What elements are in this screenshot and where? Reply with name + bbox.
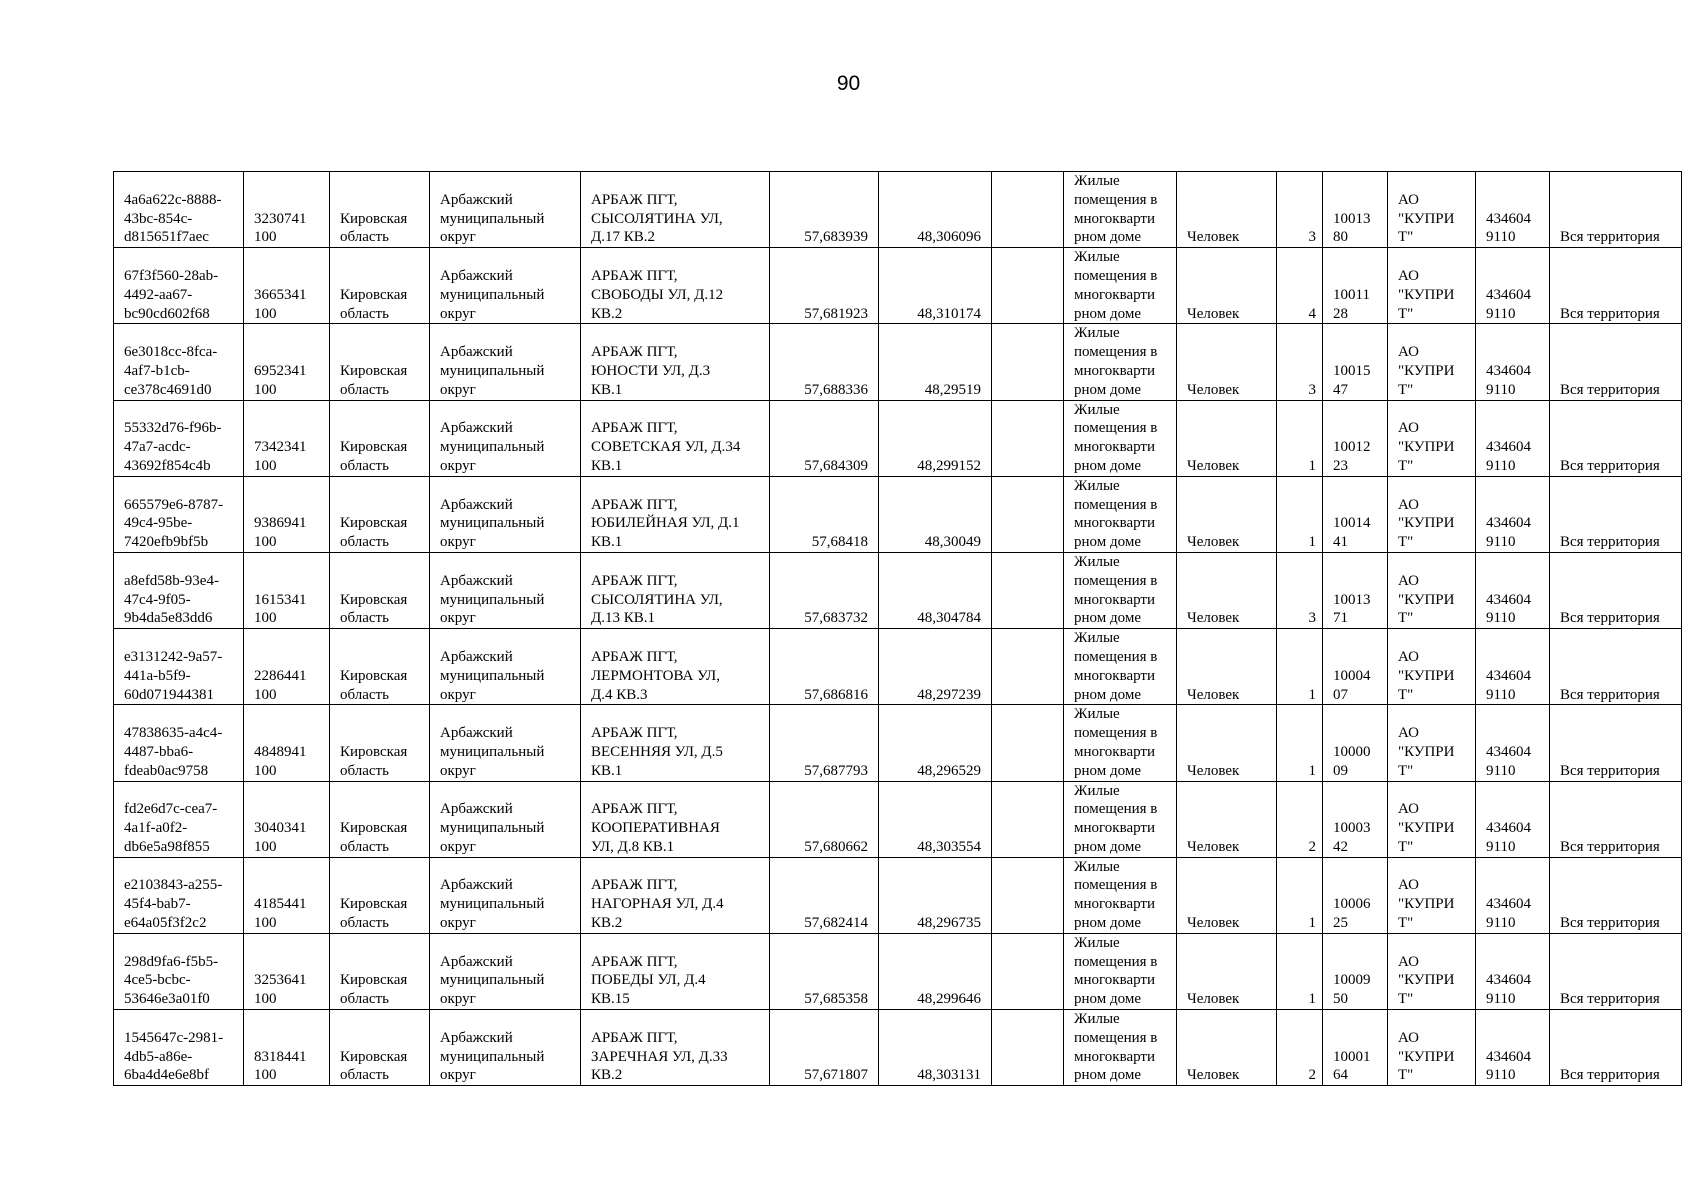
latitude-cell: 57,686816 [770,629,879,705]
count-cell: 3 [1277,324,1323,400]
unit-cell: Человек [1177,476,1277,552]
empty-cell [992,400,1064,476]
inn-cell: 434604 9110 [1476,400,1550,476]
object-id-cell: e3131242-9a57- 441a-b5f9- 60d071944381 [114,629,244,705]
count-cell: 1 [1277,705,1323,781]
longitude-cell: 48,303131 [879,1010,992,1086]
unit-cell: Человек [1177,857,1277,933]
premises-type-cell: Жилые помещения в многокварти рном доме [1064,857,1177,933]
oktmo-code-cell: 4848941 100 [244,705,330,781]
district-cell: Арбажский муниципальный округ [430,933,581,1009]
count-cell: 4 [1277,248,1323,324]
organization-cell: АО "КУПРИ Т" [1388,172,1476,248]
premises-type-cell: Жилые помещения в многокварти рном доме [1064,781,1177,857]
region-cell: Кировская область [330,324,430,400]
territory-cell: Вся территория [1550,552,1682,628]
object-id-cell: 4a6a622c-8888- 43bc-854c- d815651f7aec [114,172,244,248]
table-row [114,629,1682,705]
region-cell: Кировская область [330,476,430,552]
registry-table [113,171,1682,1086]
object-id-cell: 665579e6-8787- 49c4-95be- 7420efb9bf5b [114,476,244,552]
oktmo-code-cell: 6952341 100 [244,324,330,400]
table-row [114,476,1682,552]
oktmo-code-cell: 3230741 100 [244,172,330,248]
address-cell: АРБАЖ ПГТ, СВОБОДЫ УЛ, Д.12 КВ.2 [581,248,770,324]
organization-cell: АО "КУПРИ Т" [1388,476,1476,552]
inn-cell: 434604 9110 [1476,172,1550,248]
region-cell: Кировская область [330,705,430,781]
empty-cell [992,248,1064,324]
empty-cell [992,857,1064,933]
inn-cell: 434604 9110 [1476,933,1550,1009]
premises-type-cell: Жилые помещения в многокварти рном доме [1064,248,1177,324]
inn-cell: 434604 9110 [1476,476,1550,552]
inn-cell: 434604 9110 [1476,781,1550,857]
empty-cell [992,552,1064,628]
unit-cell: Человек [1177,1010,1277,1086]
organization-cell: АО "КУПРИ Т" [1388,629,1476,705]
district-cell: Арбажский муниципальный округ [430,705,581,781]
number-cell: 10013 71 [1323,552,1388,628]
empty-cell [992,705,1064,781]
premises-type-cell: Жилые помещения в многокварти рном доме [1064,629,1177,705]
inn-cell: 434604 9110 [1476,552,1550,628]
unit-cell: Человек [1177,324,1277,400]
address-cell: АРБАЖ ПГТ, ПОБЕДЫ УЛ, Д.4 КВ.15 [581,933,770,1009]
region-cell: Кировская область [330,552,430,628]
latitude-cell: 57,688336 [770,324,879,400]
empty-cell [992,324,1064,400]
number-cell: 10003 42 [1323,781,1388,857]
address-cell: АРБАЖ ПГТ, КООПЕРАТИВНАЯ УЛ, Д.8 КВ.1 [581,781,770,857]
premises-type-cell: Жилые помещения в многокварти рном доме [1064,1010,1177,1086]
table-row [114,324,1682,400]
count-cell: 3 [1277,552,1323,628]
district-cell: Арбажский муниципальный округ [430,552,581,628]
unit-cell: Человек [1177,629,1277,705]
oktmo-code-cell: 3253641 100 [244,933,330,1009]
organization-cell: АО "КУПРИ Т" [1388,1010,1476,1086]
latitude-cell: 57,683732 [770,552,879,628]
premises-type-cell: Жилые помещения в многокварти рном доме [1064,324,1177,400]
object-id-cell: e2103843-a255- 45f4-bab7- e64a05f3f2c2 [114,857,244,933]
premises-type-cell: Жилые помещения в многокварти рном доме [1064,705,1177,781]
count-cell: 2 [1277,1010,1323,1086]
longitude-cell: 48,30049 [879,476,992,552]
region-cell: Кировская область [330,1010,430,1086]
longitude-cell: 48,297239 [879,629,992,705]
district-cell: Арбажский муниципальный округ [430,172,581,248]
inn-cell: 434604 9110 [1476,629,1550,705]
territory-cell: Вся территория [1550,324,1682,400]
region-cell: Кировская область [330,400,430,476]
empty-cell [992,781,1064,857]
empty-cell [992,933,1064,1009]
table-row [114,400,1682,476]
address-cell: АРБАЖ ПГТ, ВЕСЕННЯЯ УЛ, Д.5 КВ.1 [581,705,770,781]
oktmo-code-cell: 4185441 100 [244,857,330,933]
territory-cell: Вся территория [1550,933,1682,1009]
table-row [114,172,1682,248]
latitude-cell: 57,68418 [770,476,879,552]
longitude-cell: 48,296735 [879,857,992,933]
inn-cell: 434604 9110 [1476,1010,1550,1086]
oktmo-code-cell: 1615341 100 [244,552,330,628]
empty-cell [992,476,1064,552]
address-cell: АРБАЖ ПГТ, СОВЕТСКАЯ УЛ, Д.34 КВ.1 [581,400,770,476]
address-cell: АРБАЖ ПГТ, ЗАРЕЧНАЯ УЛ, Д.33 КВ.2 [581,1010,770,1086]
object-id-cell: fd2e6d7c-cea7- 4a1f-a0f2- db6e5a98f855 [114,781,244,857]
latitude-cell: 57,671807 [770,1010,879,1086]
district-cell: Арбажский муниципальный округ [430,1010,581,1086]
premises-type-cell: Жилые помещения в многокварти рном доме [1064,400,1177,476]
inn-cell: 434604 9110 [1476,857,1550,933]
unit-cell: Человек [1177,552,1277,628]
territory-cell: Вся территория [1550,1010,1682,1086]
premises-type-cell: Жилые помещения в многокварти рном доме [1064,476,1177,552]
territory-cell: Вся территория [1550,705,1682,781]
table-row [114,705,1682,781]
district-cell: Арбажский муниципальный округ [430,857,581,933]
organization-cell: АО "КУПРИ Т" [1388,933,1476,1009]
region-cell: Кировская область [330,781,430,857]
table-row [114,1010,1682,1086]
inn-cell: 434604 9110 [1476,248,1550,324]
number-cell: 10015 47 [1323,324,1388,400]
territory-cell: Вся территория [1550,248,1682,324]
number-cell: 10012 23 [1323,400,1388,476]
longitude-cell: 48,304784 [879,552,992,628]
unit-cell: Человек [1177,781,1277,857]
region-cell: Кировская область [330,933,430,1009]
longitude-cell: 48,299152 [879,400,992,476]
count-cell: 1 [1277,476,1323,552]
longitude-cell: 48,296529 [879,705,992,781]
territory-cell: Вся территория [1550,476,1682,552]
count-cell: 1 [1277,857,1323,933]
oktmo-code-cell: 3040341 100 [244,781,330,857]
object-id-cell: 67f3f560-28ab- 4492-aa67- bc90cd602f68 [114,248,244,324]
object-id-cell: 1545647c-2981- 4db5-a86e- 6ba4d4e6e8bf [114,1010,244,1086]
unit-cell: Человек [1177,933,1277,1009]
address-cell: АРБАЖ ПГТ, НАГОРНАЯ УЛ, Д.4 КВ.2 [581,857,770,933]
address-cell: АРБАЖ ПГТ, СЫСОЛЯТИНА УЛ, Д.13 КВ.1 [581,552,770,628]
latitude-cell: 57,680662 [770,781,879,857]
count-cell: 1 [1277,400,1323,476]
latitude-cell: 57,685358 [770,933,879,1009]
premises-type-cell: Жилые помещения в многокварти рном доме [1064,933,1177,1009]
count-cell: 1 [1277,933,1323,1009]
count-cell: 3 [1277,172,1323,248]
latitude-cell: 57,684309 [770,400,879,476]
organization-cell: АО "КУПРИ Т" [1388,705,1476,781]
territory-cell: Вся территория [1550,781,1682,857]
table-row [114,552,1682,628]
object-id-cell: a8efd58b-93e4- 47c4-9f05- 9b4da5e83dd6 [114,552,244,628]
organization-cell: АО "КУПРИ Т" [1388,781,1476,857]
number-cell: 10009 50 [1323,933,1388,1009]
premises-type-cell: Жилые помещения в многокварти рном доме [1064,172,1177,248]
inn-cell: 434604 9110 [1476,705,1550,781]
oktmo-code-cell: 8318441 100 [244,1010,330,1086]
table-row [114,248,1682,324]
oktmo-code-cell: 9386941 100 [244,476,330,552]
district-cell: Арбажский муниципальный округ [430,629,581,705]
number-cell: 10000 09 [1323,705,1388,781]
region-cell: Кировская область [330,248,430,324]
district-cell: Арбажский муниципальный округ [430,324,581,400]
longitude-cell: 48,303554 [879,781,992,857]
empty-cell [992,172,1064,248]
longitude-cell: 48,299646 [879,933,992,1009]
longitude-cell: 48,310174 [879,248,992,324]
unit-cell: Человек [1177,248,1277,324]
address-cell: АРБАЖ ПГТ, ЮБИЛЕЙНАЯ УЛ, Д.1 КВ.1 [581,476,770,552]
number-cell: 10006 25 [1323,857,1388,933]
unit-cell: Человек [1177,705,1277,781]
number-cell: 10004 07 [1323,629,1388,705]
oktmo-code-cell: 7342341 100 [244,400,330,476]
object-id-cell: 55332d76-f96b- 47a7-acdc- 43692f854c4b [114,400,244,476]
district-cell: Арбажский муниципальный округ [430,781,581,857]
longitude-cell: 48,29519 [879,324,992,400]
latitude-cell: 57,683939 [770,172,879,248]
object-id-cell: 6e3018cc-8fca- 4af7-b1cb- ce378c4691d0 [114,324,244,400]
unit-cell: Человек [1177,172,1277,248]
oktmo-code-cell: 3665341 100 [244,248,330,324]
latitude-cell: 57,682414 [770,857,879,933]
district-cell: Арбажский муниципальный округ [430,476,581,552]
number-cell: 10013 80 [1323,172,1388,248]
object-id-cell: 47838635-a4c4- 4487-bba6- fdeab0ac9758 [114,705,244,781]
latitude-cell: 57,681923 [770,248,879,324]
empty-cell [992,1010,1064,1086]
address-cell: АРБАЖ ПГТ, ЛЕРМОНТОВА УЛ, Д.4 КВ.3 [581,629,770,705]
address-cell: АРБАЖ ПГТ, СЫСОЛЯТИНА УЛ, Д.17 КВ.2 [581,172,770,248]
table-row [114,781,1682,857]
number-cell: 10014 41 [1323,476,1388,552]
territory-cell: Вся территория [1550,857,1682,933]
territory-cell: Вся территория [1550,400,1682,476]
longitude-cell: 48,306096 [879,172,992,248]
organization-cell: АО "КУПРИ Т" [1388,248,1476,324]
district-cell: Арбажский муниципальный округ [430,248,581,324]
organization-cell: АО "КУПРИ Т" [1388,400,1476,476]
region-cell: Кировская область [330,172,430,248]
table-row [114,933,1682,1009]
page-number: 90 [836,72,861,95]
organization-cell: АО "КУПРИ Т" [1388,552,1476,628]
premises-type-cell: Жилые помещения в многокварти рном доме [1064,552,1177,628]
territory-cell: Вся территория [1550,172,1682,248]
district-cell: Арбажский муниципальный округ [430,400,581,476]
region-cell: Кировская область [330,857,430,933]
organization-cell: АО "КУПРИ Т" [1388,324,1476,400]
latitude-cell: 57,687793 [770,705,879,781]
registry-rows [114,172,1682,1086]
inn-cell: 434604 9110 [1476,324,1550,400]
count-cell: 1 [1277,629,1323,705]
count-cell: 2 [1277,781,1323,857]
organization-cell: АО "КУПРИ Т" [1388,857,1476,933]
oktmo-code-cell: 2286441 100 [244,629,330,705]
object-id-cell: 298d9fa6-f5b5- 4ce5-bcbc- 53646e3a01f0 [114,933,244,1009]
territory-cell: Вся территория [1550,629,1682,705]
number-cell: 10001 64 [1323,1010,1388,1086]
empty-cell [992,629,1064,705]
table-row [114,857,1682,933]
number-cell: 10011 28 [1323,248,1388,324]
unit-cell: Человек [1177,400,1277,476]
address-cell: АРБАЖ ПГТ, ЮНОСТИ УЛ, Д.3 КВ.1 [581,324,770,400]
region-cell: Кировская область [330,629,430,705]
